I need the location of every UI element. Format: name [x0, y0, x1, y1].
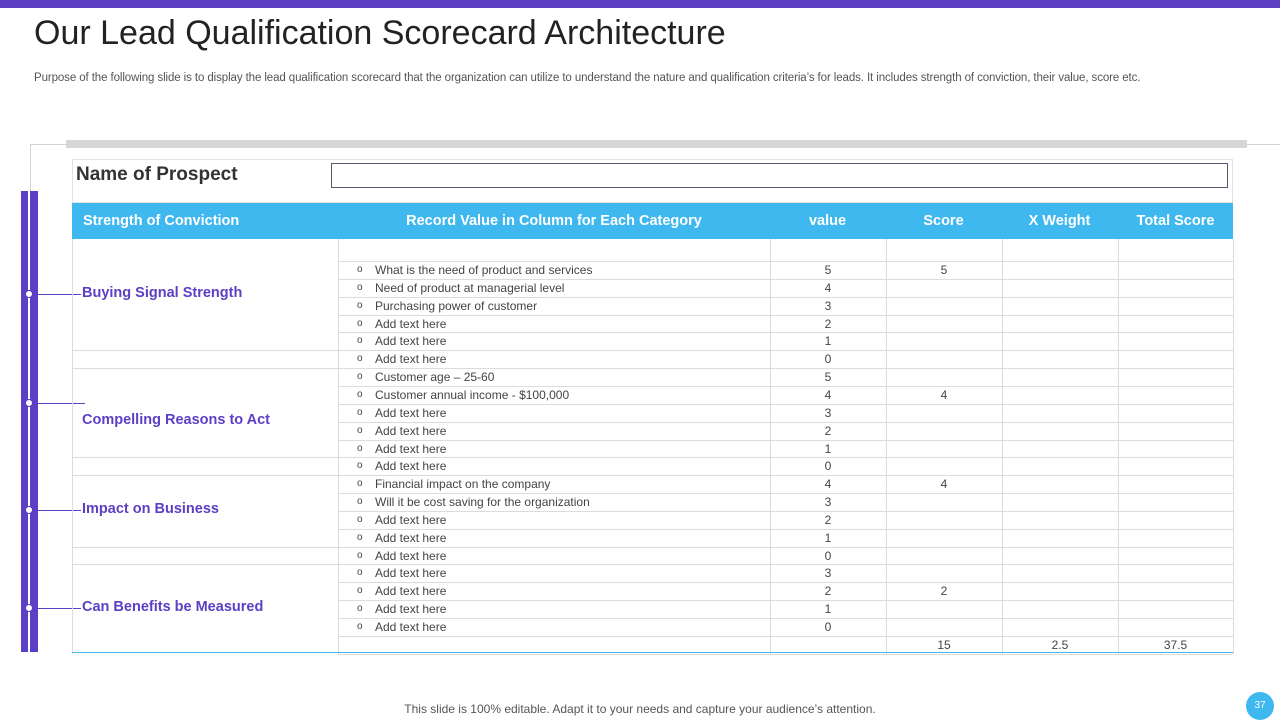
- value-cell[interactable]: 0: [824, 620, 832, 634]
- header-total: Total Score: [1136, 213, 1215, 229]
- criteria-text[interactable]: Add text here: [375, 441, 447, 456]
- grid-line: [338, 547, 1233, 548]
- criteria-text[interactable]: Add text here: [375, 405, 447, 420]
- criteria-text[interactable]: What is the need of product and services: [375, 263, 593, 277]
- grid-line: [338, 511, 1233, 512]
- connector-dot: [25, 399, 33, 407]
- grid-line: [338, 239, 339, 654]
- grid-line: [72, 457, 338, 458]
- value-cell[interactable]: 0: [824, 548, 832, 563]
- bullet-icon: o: [357, 388, 363, 400]
- table-bottom-line: [72, 652, 1233, 653]
- grid-line: [338, 368, 1233, 369]
- grid-line: [338, 297, 1233, 298]
- criteria-text[interactable]: Will it be cost saving for the organization: [375, 495, 590, 510]
- grid-line: [338, 582, 1233, 583]
- grid-line: [338, 422, 1233, 423]
- bullet-icon: o: [357, 513, 363, 525]
- value-cell[interactable]: 1: [824, 530, 832, 545]
- criteria-text[interactable]: Add text here: [375, 512, 447, 527]
- grid-line: [338, 654, 1233, 655]
- grid-line: [338, 261, 1233, 262]
- criteria-text[interactable]: Add text here: [375, 316, 447, 331]
- grid-line: [338, 279, 1233, 280]
- frame-line-left: [30, 144, 31, 192]
- grand-total-cell[interactable]: 37.5: [1163, 637, 1188, 652]
- value-cell[interactable]: 4: [824, 387, 832, 402]
- value-cell[interactable]: 5: [824, 370, 832, 385]
- category-buying-signal: Buying Signal Strength: [82, 285, 243, 301]
- value-cell[interactable]: 2: [824, 584, 832, 599]
- grid-line: [338, 493, 1233, 494]
- grid-line: [338, 457, 1233, 458]
- page-subtitle: Purpose of the following slide is to display the lead qualification scorecard that the organization can utilize to understand the nature and qualification criteria’s for leads. It includes strength of conviction, their value, score etc.: [34, 72, 1141, 84]
- bullet-icon: o: [357, 299, 363, 311]
- bullet-icon: o: [357, 406, 363, 418]
- criteria-text[interactable]: Add text here: [375, 602, 447, 617]
- criteria-text[interactable]: Add text here: [375, 334, 447, 349]
- grid-line: [1233, 239, 1234, 654]
- score-cell[interactable]: 2: [940, 584, 948, 599]
- bullet-icon: o: [357, 567, 363, 579]
- grid-line: [338, 618, 1233, 619]
- header-strength: Strength of Conviction: [83, 213, 240, 229]
- value-cell[interactable]: 1: [824, 602, 832, 617]
- grid-line: [72, 239, 73, 654]
- bullet-icon: o: [357, 264, 363, 275]
- header-record: Record Value in Column for Each Category: [406, 213, 702, 229]
- category-impact: Impact on Business: [82, 501, 219, 517]
- grid-line: [338, 475, 1233, 476]
- value-cell[interactable]: 1: [824, 441, 832, 456]
- value-cell[interactable]: 3: [824, 405, 832, 420]
- side-accent-line: [28, 191, 30, 652]
- header-weight: X Weight: [1028, 213, 1091, 229]
- criteria-text[interactable]: Customer age – 25-60: [375, 370, 495, 385]
- top-accent-bar: [0, 0, 1280, 8]
- criteria-text[interactable]: Add text here: [375, 352, 447, 367]
- bullet-icon: o: [357, 549, 363, 561]
- bullet-icon: o: [357, 371, 363, 383]
- bullet-icon: o: [357, 478, 363, 490]
- grid-line: [1118, 239, 1119, 654]
- value-cell[interactable]: 2: [824, 316, 832, 331]
- bullet-icon: o: [357, 424, 363, 436]
- total-score-cell[interactable]: 15: [937, 637, 951, 652]
- connector-dot: [25, 506, 33, 514]
- criteria-text[interactable]: Add text here: [375, 459, 447, 474]
- bullet-icon: o: [357, 496, 363, 508]
- grid-line: [72, 350, 338, 351]
- grid-line: [338, 350, 1233, 351]
- prospect-label: Name of Prospect: [76, 164, 238, 185]
- bullet-icon: o: [357, 281, 363, 293]
- bullet-icon: o: [357, 531, 363, 543]
- criteria-text[interactable]: Add text here: [375, 548, 447, 563]
- criteria-text[interactable]: Customer annual income - $100,000: [375, 387, 570, 402]
- bullet-icon: o: [357, 442, 363, 454]
- bullet-icon: o: [357, 585, 363, 597]
- prospect-name-field[interactable]: [331, 163, 1228, 188]
- category-benefits: Can Benefits be Measured: [82, 599, 264, 615]
- criteria-text[interactable]: Add text here: [375, 620, 447, 634]
- score-cell[interactable]: 5: [940, 263, 948, 277]
- criteria-text[interactable]: Financial impact on the company: [375, 477, 551, 492]
- grid-line: [1002, 239, 1003, 654]
- value-cell[interactable]: 1: [824, 334, 832, 349]
- footer-note: This slide is 100% editable. Adapt it to your needs and capture your audience’s attention.: [404, 702, 876, 716]
- score-cell[interactable]: 4: [940, 477, 948, 492]
- criteria-text[interactable]: Purchasing power of customer: [375, 298, 538, 313]
- grid-line: [72, 547, 338, 548]
- criteria-text[interactable]: Need of product at managerial level: [375, 280, 565, 295]
- header-score: Score: [923, 213, 964, 229]
- value-cell[interactable]: 3: [824, 495, 832, 510]
- score-cell[interactable]: 4: [940, 387, 948, 402]
- value-cell[interactable]: 5: [824, 263, 832, 277]
- value-cell[interactable]: 2: [824, 423, 832, 438]
- value-cell[interactable]: 3: [824, 566, 832, 581]
- bullet-icon: o: [357, 317, 363, 329]
- grid-line: [72, 368, 338, 369]
- grid-line: [338, 636, 1233, 637]
- page-title: Our Lead Qualification Scorecard Architecture: [34, 14, 726, 52]
- grid-line: [338, 315, 1233, 316]
- grid-line: [338, 564, 1233, 565]
- connector-dot: [25, 604, 33, 612]
- grid-line: [338, 332, 1233, 333]
- bullet-icon: o: [357, 460, 363, 472]
- criteria-text[interactable]: Add text here: [375, 566, 447, 581]
- value-cell[interactable]: 3: [824, 298, 832, 313]
- category-compelling-reasons: Compelling Reasons to Act: [82, 412, 270, 428]
- value-cell[interactable]: 0: [824, 459, 832, 474]
- bullet-icon: o: [357, 621, 363, 632]
- scorecard-table: [72, 159, 1233, 654]
- prospect-row: [72, 159, 1233, 203]
- bullet-icon: o: [357, 603, 363, 615]
- grid-line: [338, 386, 1233, 387]
- grid-line: [338, 600, 1233, 601]
- value-cell[interactable]: 4: [824, 477, 832, 492]
- bullet-icon: o: [357, 335, 363, 347]
- page-number-badge: 37: [1246, 692, 1274, 720]
- connector-dot: [25, 290, 33, 298]
- grid-line: [72, 564, 338, 565]
- header-value: value: [808, 213, 847, 229]
- criteria-text[interactable]: Add text here: [375, 530, 447, 545]
- gray-band: [66, 140, 1247, 148]
- value-cell[interactable]: 0: [824, 352, 832, 367]
- criteria-text[interactable]: Add text here: [375, 423, 447, 438]
- criteria-text[interactable]: Add text here: [375, 584, 447, 599]
- bullet-icon: o: [357, 353, 363, 365]
- weight-cell[interactable]: 2.5: [1051, 637, 1069, 652]
- grid-line: [338, 404, 1233, 405]
- table-header: [72, 203, 1233, 239]
- value-cell[interactable]: 2: [824, 512, 832, 527]
- grid-line: [338, 440, 1233, 441]
- grid-line: [338, 529, 1233, 530]
- value-cell[interactable]: 4: [824, 280, 832, 295]
- grid-line: [72, 475, 338, 476]
